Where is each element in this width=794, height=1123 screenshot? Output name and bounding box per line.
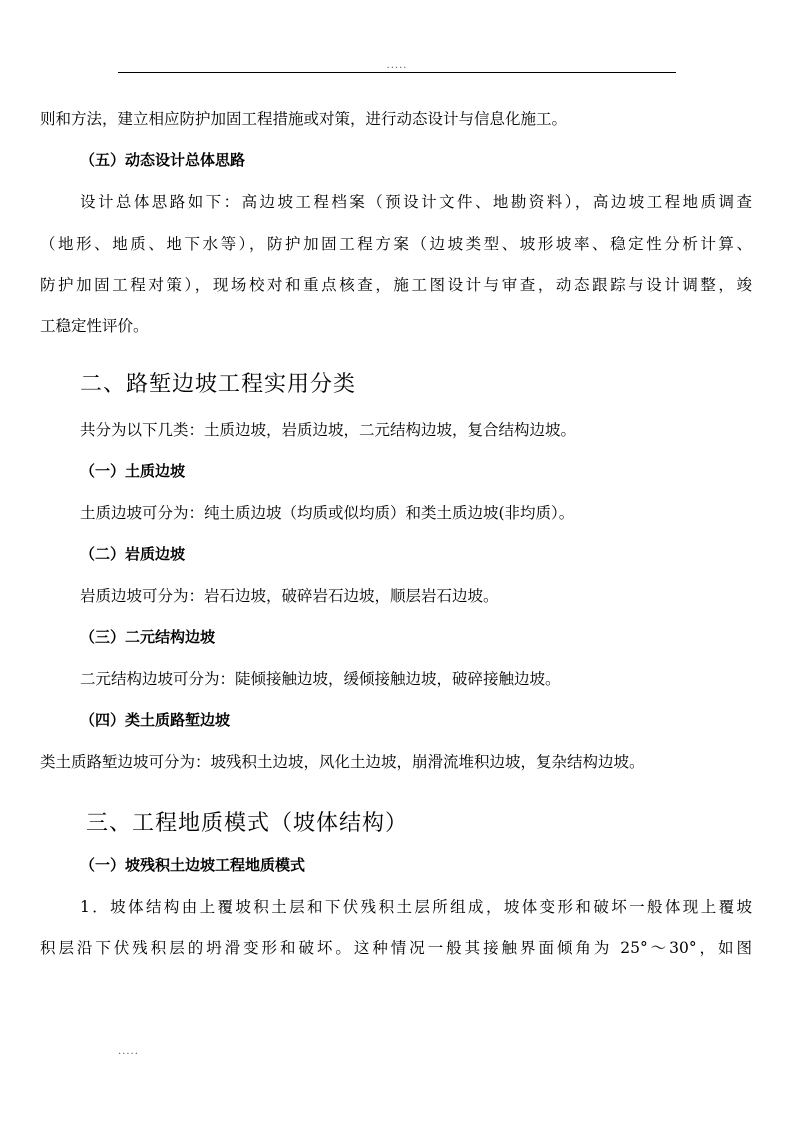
subheading-dynamic-design: （五）动态设计总体思路 [80,151,246,169]
subheading-rock-slope: （二）岩质边坡 [80,545,186,563]
paragraph-intro-tail: 则和方法，建立相应防护加固工程措施或对策，进行动态设计与信息化施工。 [40,110,568,128]
subheading-binary-slope: （三）二元结构边坡 [80,628,216,646]
paragraph-residual-line-1: 1．坡体结构由上覆坡积土层和下伏残积土层所组成，坡体变形和破坏一般体现上覆坡 [80,898,752,916]
paragraph-rock-slope: 岩质边坡可分为：岩石边坡，破碎岩石边坡，顺层岩石边坡。 [80,587,499,605]
paragraph-quasi-soil-slope: 类土质路堑边坡可分为：坡残积土边坡，风化土边坡，崩滑流堆积边坡，复杂结构边坡。 [40,753,645,771]
paragraph-binary-slope: 二元结构边坡可分为：陡倾接触边坡，缓倾接触边坡，破碎接触边坡。 [80,670,561,688]
paragraph-design-line-4: 工稳定性评价。 [40,317,149,335]
heading-geology-model: 三、工程地质模式（坡体结构） [86,811,409,836]
subheading-quasi-soil-slope: （四）类土质路堑边坡 [80,711,231,729]
paragraph-classification-intro: 共分为以下几类：土质边坡，岩质边坡，二元结构边坡，复合结构边坡。 [80,421,577,439]
paragraph-design-line-1: 设计总体思路如下：高边坡工程档案（预设计文件、地勘资料），高边坡工程地质调查 [80,193,752,211]
paragraph-residual-line-2: 积层沿下伏残积层的坍滑变形和破坏。这种情况一般其接触界面倾角为 25°～30°，如图 [40,939,752,957]
paragraph-soil-slope: 土质边坡可分为：纯土质边坡（均质或似均质）和类土质边坡(非均质）。 [80,504,575,522]
subheading-soil-slope: （一）土质边坡 [80,462,186,480]
footer-dots: ..... [118,1046,139,1057]
subheading-residual-slope: （一）坡残积土边坡工程地质模式 [80,856,306,874]
header-dots: ..... [386,60,408,71]
paragraph-design-line-3: 防护加固工程对策），现场校对和重点核查，施工图设计与审查，动态跟踪与设计调整，竣 [40,276,752,294]
heading-classification: 二、路堑边坡工程实用分类 [80,372,357,397]
header-rule [118,72,676,73]
paragraph-design-line-2: （地形、地质、地下水等），防护加固工程方案（边坡类型、坡形坡率、稳定性分析计算、 [40,235,752,253]
